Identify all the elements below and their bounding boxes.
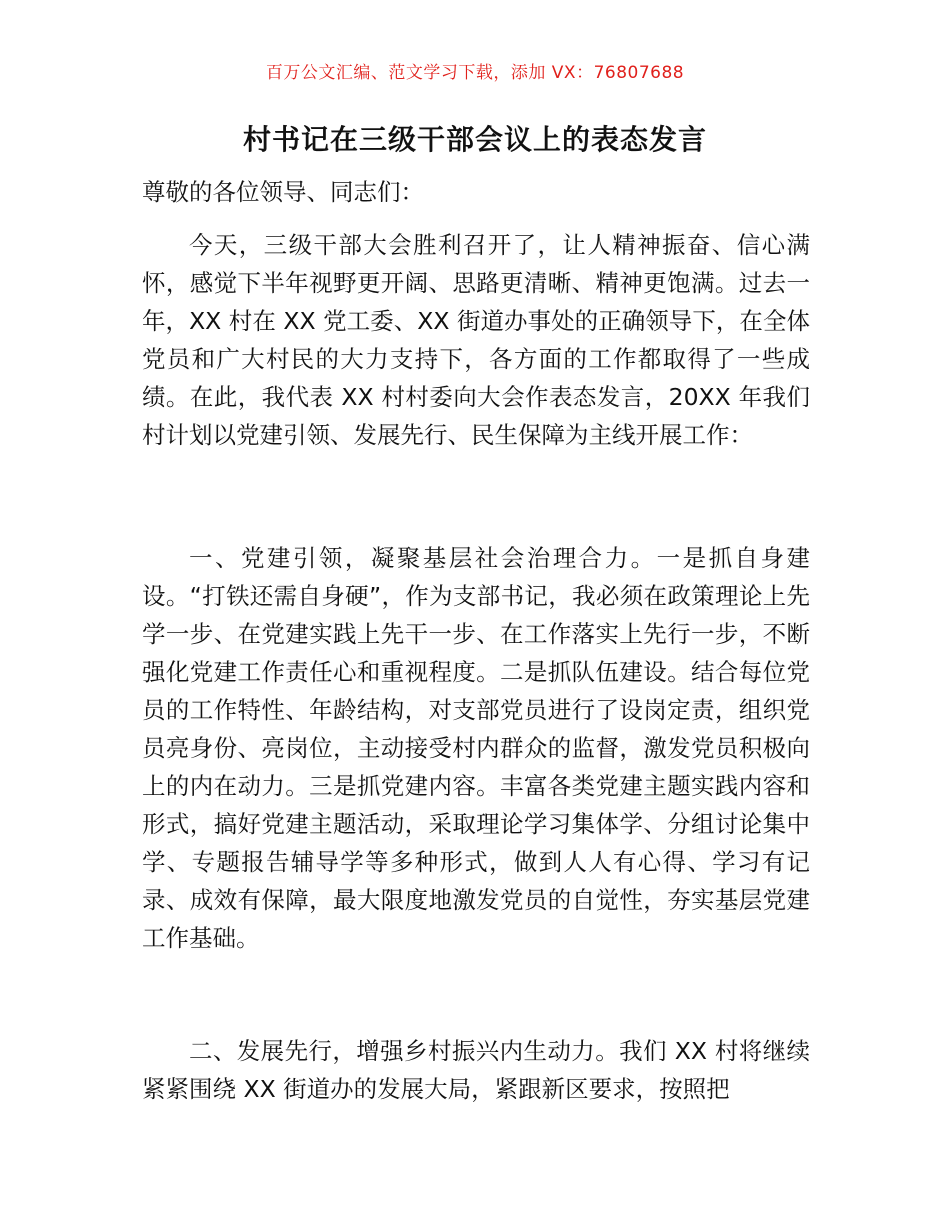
paragraph-development: 二、发展先行，增强乡村振兴内生动力。我们 XX 村将继续紧紧围绕 XX 街道办的发展大局，紧跟新区要求，按照把 — [142, 1037, 810, 1103]
paragraph-party-building: 一、党建引领，凝聚基层社会治理合力。一是抓自身建设。“打铁还需自身硬”，作为支部书记，我必须在政策理论上先学一步、在党建实践上先干一步、在工作落实上先行一步，不断强化党建工作责任心和重视程度。二是抓队伍建设。结合每位党员的工作特性、年龄结构，对支部党员进行了设岗定责，组织党员亮身份、亮岗位，主动接受村内群众的监督，激发党员积极向上的内在动力。三是抓党建内容。丰富各类党建主题实践内容和形式，搞好党建主题活动，采取理论学习集体学、分组讨论集中学、专题报告辅导学等多种形式，做到人人有心得、学习有记录、成效有保障，最大限度地激发党员的自觉性，夯实基层党建工作基础。 — [142, 544, 810, 952]
salutation: 尊敬的各位领导、同志们： — [142, 178, 424, 206]
header-banner: 百万公文汇编、范文学习下载，添加 VX：76807688 — [265, 63, 685, 83]
paragraph-intro: 今天，三级干部大会胜利召开了，让人精神振奋、信心满怀，感觉下半年视野更开阔、思路更清晰、精神更饱满。过去一年，XX 村在 XX 党工委、XX 街道办事处的正确领导下，在全体党员和广大村民的大力支持下，各方面的工作都取得了一些成绩。在此，我代表 XX 村村委向大会作表态发言，20XX 年我们村计划以党建引领、发展先行、民生保障为主线开展工作： — [142, 231, 810, 449]
document-title: 村书记在三级干部会议上的表态发言 — [242, 123, 707, 156]
